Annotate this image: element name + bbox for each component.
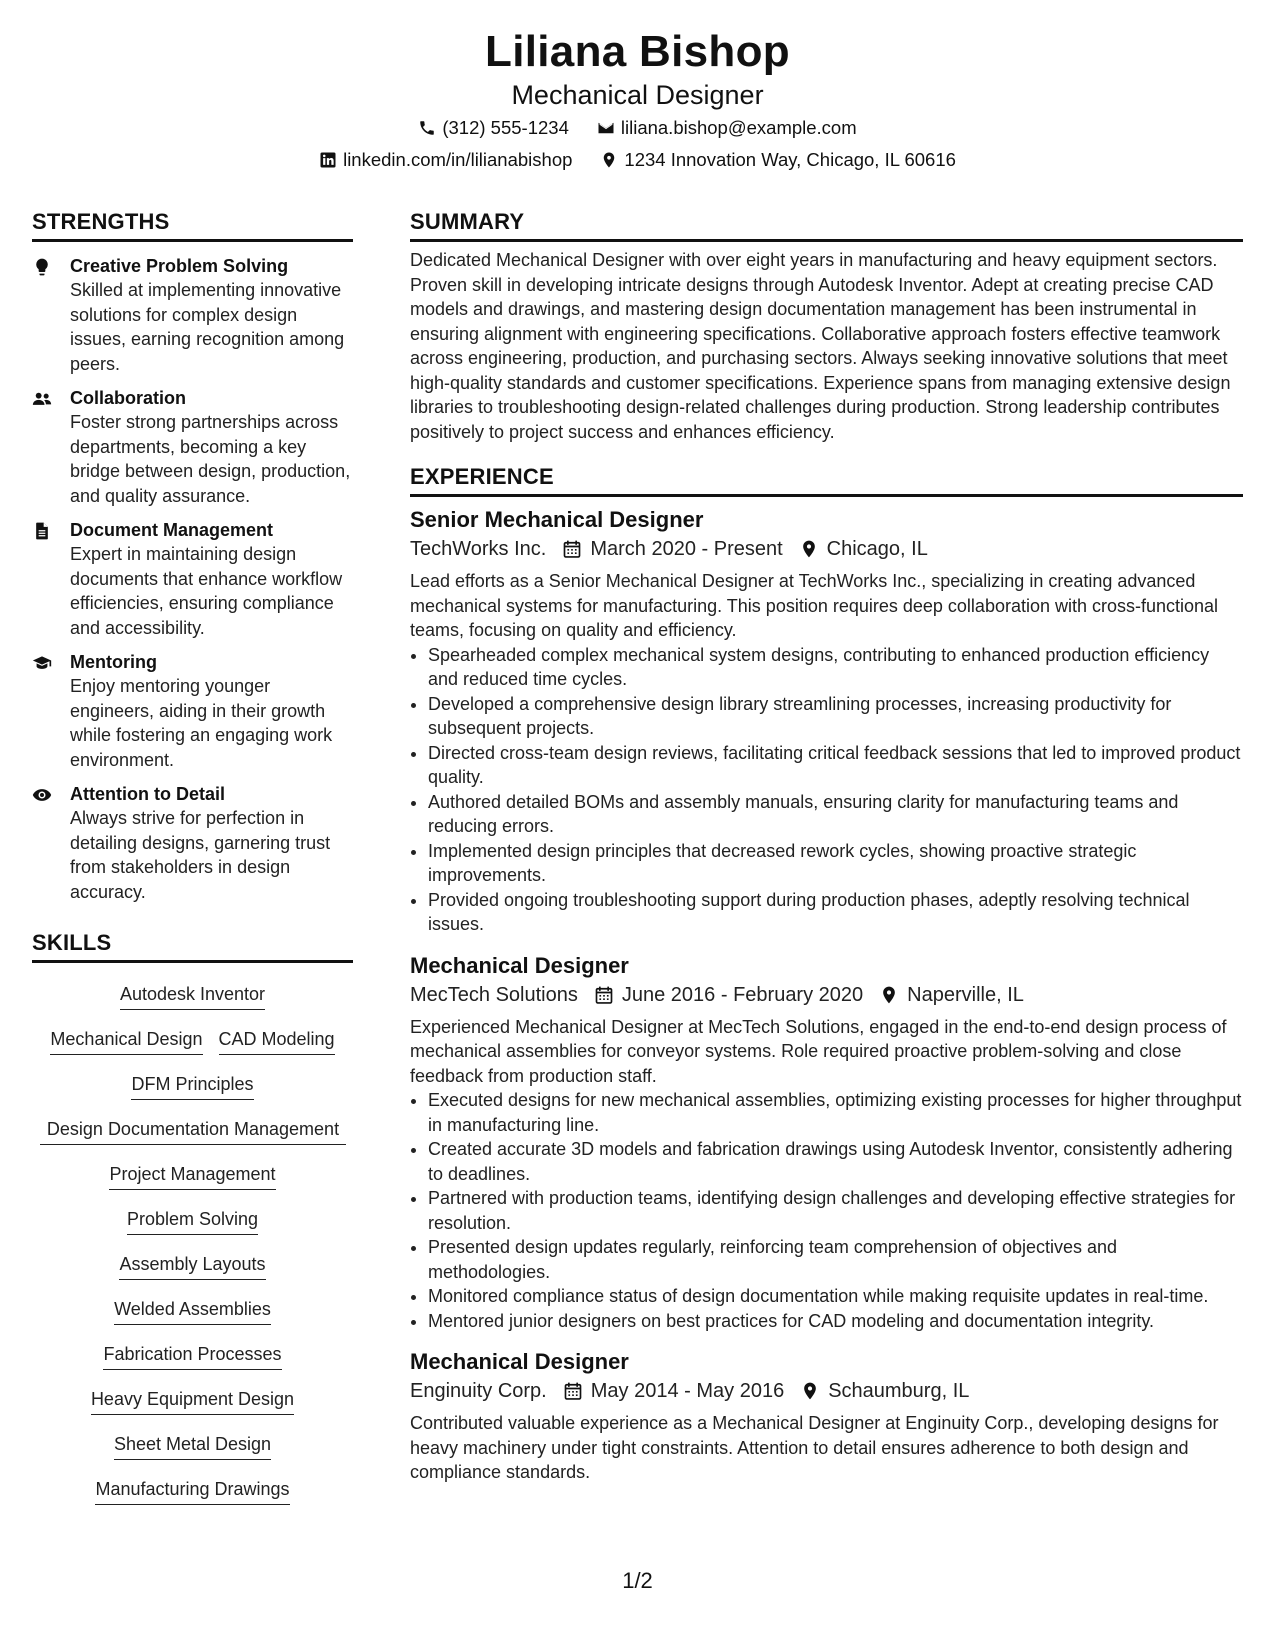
job-description: Experienced Mechanical Designer at MecTech Solutions, engaged in the end-to-end design process of mechanical assemblies for conveyor systems. Role required proactive problem-solving and close feedback from production staff. [410, 1016, 1227, 1086]
map-pin-icon [800, 1381, 820, 1401]
job-description: Lead efforts as a Senior Mechanical Designer at TechWorks Inc., specializing in creating advanced mechanical systems for manufacturing. This position requires deep collaboration with cross-functional teams, focusing on quality and efficiency. [410, 571, 1219, 640]
job-bullet: • Created accurate 3D models and fabrication drawings using Autodesk Inventor, consistently adhering to deadlines. [428, 1137, 1243, 1186]
job-meta [410, 535, 1243, 563]
strength-item [32, 254, 353, 376]
job-bullet: • Developed a comprehensive design library streamlining processes, increasing productivity for subsequent projects. [428, 692, 1243, 741]
calendar-icon [594, 985, 614, 1005]
skill-tag: Manufacturing Drawings [95, 1473, 289, 1505]
job-entry [410, 1347, 1243, 1485]
strength-text: Skilled at implementing innovative solutions for complex design issues, earning recognition among peers. [70, 280, 345, 374]
phone-contact [418, 112, 569, 144]
job-bullet: • Implemented design principles that decreased rework cycles, showing proactive strategic improvements. [428, 839, 1243, 888]
job-company: TechWorks Inc. [410, 538, 547, 560]
job-title: Senior Mechanical Designer [410, 507, 704, 532]
skill-tag: CAD Modeling [219, 1023, 335, 1055]
skills-list [32, 971, 353, 1511]
job-bullet: • Executed designs for new mechanical assemblies, optimizing existing processes for higher throughput in manufacturing line. [428, 1088, 1243, 1137]
page-number: 1/2 [622, 1568, 653, 1593]
job-bullet: • Directed cross-team design reviews, facilitating critical feedback sessions that led to improved product quality. [428, 741, 1243, 790]
skill-tag: Design Documentation Management [40, 1113, 346, 1145]
skill-tag: Sheet Metal Design [114, 1428, 271, 1460]
graduation-cap-icon [32, 653, 52, 673]
job-bullet: • Spearheaded complex mechanical system designs, contributing to enhanced production efficiency and reduced time cycles. [428, 643, 1243, 692]
candidate-name: Liliana Bishop [485, 27, 790, 76]
resume-header [0, 0, 1275, 176]
job-bullets [410, 643, 1243, 937]
strength-item [32, 518, 353, 640]
job-bullet: • Provided ongoing troubleshooting support during production phases, adeptly resolving technical issues. [428, 888, 1243, 937]
skill-tag: Autodesk Inventor [120, 978, 265, 1010]
job-dates: March 2020 - Present [590, 538, 783, 560]
strength-text: Expert in maintaining design documents that enhance workflow efficiencies, ensuring compliance and accessibility. [70, 544, 343, 638]
linkedin-text[interactable]: linkedin.com/in/lilianabishop [343, 149, 573, 170]
linkedin-contact[interactable] [319, 144, 572, 176]
lightbulb-icon [32, 257, 52, 277]
skill-tag: Project Management [109, 1158, 275, 1190]
strength-title: Collaboration [70, 388, 186, 408]
strength-title: Creative Problem Solving [70, 256, 289, 276]
skill-tag: DFM Principles [131, 1068, 253, 1100]
skills-heading: SKILLS [32, 926, 353, 963]
address-contact [600, 144, 956, 176]
job-entry [410, 505, 1243, 937]
job-bullet: • Mentored junior designers on best practices for CAD modeling and documentation integrity. [428, 1309, 1243, 1334]
contact-info [0, 112, 1275, 176]
left-column [32, 205, 353, 1511]
strength-title: Attention to Detail [70, 784, 225, 804]
linkedin-icon [319, 151, 337, 169]
map-pin-icon [600, 151, 618, 169]
map-pin-icon [879, 985, 899, 1005]
job-company: Enginuity Corp. [410, 1380, 547, 1402]
job-bullet: • Monitored compliance status of design documentation while making requisite updates in real-time. [428, 1284, 1243, 1309]
strength-text: Always strive for perfection in detailing designs, garnering trust from stakeholders in design accuracy. [70, 808, 331, 902]
job-meta [410, 1377, 1243, 1405]
strength-text: Enjoy mentoring younger engineers, aiding in their growth while fostering an engaging work environment. [70, 676, 333, 770]
job-entry [410, 951, 1243, 1334]
job-dates: May 2014 - May 2016 [590, 1380, 785, 1402]
phone-text: (312) 555-1234 [442, 117, 569, 138]
address-text: 1234 Innovation Way, Chicago, IL 60616 [624, 149, 956, 170]
experience-heading: EXPERIENCE [410, 460, 1243, 497]
users-icon [32, 389, 52, 409]
job-bullet: • Presented design updates regularly, reinforcing team comprehension of objectives and methodologies. [428, 1235, 1243, 1284]
job-title: Mechanical Designer [410, 952, 629, 978]
job-bullets [410, 1088, 1243, 1333]
skill-tag: Heavy Equipment Design [91, 1383, 294, 1415]
job-dates: June 2016 - February 2020 [621, 983, 864, 1006]
email-text[interactable]: liliana.bishop@example.com [620, 117, 857, 138]
job-meta [410, 981, 1243, 1009]
envelope-icon [597, 119, 615, 137]
job-location: Chicago, IL [826, 538, 928, 560]
job-location: Schaumburg, IL [828, 1380, 970, 1402]
summary-heading: SUMMARY [410, 205, 1243, 242]
skill-tag: Mechanical Design [50, 1023, 202, 1055]
eye-icon [32, 785, 52, 805]
phone-icon [418, 119, 436, 137]
summary-text: Dedicated Mechanical Designer with over eight years in manufacturing and heavy equipment sectors. Proven skill in developing intricate designs through Autodesk Inventor. Adept at creating precise CAD models and drawings, and mastering design documentation management has been instrumental in ensuring alignment with engineering specifications. Collaborative approach fosters effective teamwork across engineering, production, and purchasing sectors. Always seeking innovative solutions that meet high-quality standards and customer specifications. Experience spans from managing extensive design libraries to troubleshooting design-related challenges during production. Strong leadership contributes positively to project success and enhances efficiency. [410, 250, 1231, 442]
strength-text: Foster strong partnerships across departments, becoming a key bridge between design, production, and quality assurance. [70, 412, 351, 506]
job-company: MecTech Solutions [410, 983, 578, 1006]
strength-title: Mentoring [70, 652, 157, 672]
strength-item [32, 386, 353, 508]
right-column [410, 205, 1243, 1485]
skill-tag: Problem Solving [127, 1203, 258, 1235]
candidate-role: Mechanical Designer [511, 80, 764, 110]
document-icon [32, 521, 52, 541]
map-pin-icon [799, 539, 819, 559]
calendar-icon [563, 1381, 583, 1401]
job-location: Naperville, IL [907, 983, 1024, 1006]
strength-item [32, 782, 353, 904]
skill-tag: Assembly Layouts [119, 1248, 265, 1280]
skill-tag: Fabrication Processes [103, 1338, 281, 1370]
job-title: Mechanical Designer [410, 1349, 629, 1374]
job-bullet: • Authored detailed BOMs and assembly manuals, ensuring clarity for manufacturing teams and reducing errors. [428, 790, 1243, 839]
skill-tag: Welded Assemblies [114, 1293, 271, 1325]
job-bullet: • Partnered with production teams, identifying design challenges and developing effective strategies for resolution. [428, 1186, 1243, 1235]
email-contact[interactable] [597, 112, 857, 144]
calendar-icon [562, 539, 582, 559]
job-description: Contributed valuable experience as a Mechanical Designer at Enginuity Corp., developing designs for heavy machinery under tight constraints. Attention to detail ensures adherence to both design and compliance standards. [410, 1413, 1219, 1482]
strength-title: Document Management [70, 520, 274, 540]
strengths-heading: STRENGTHS [32, 205, 353, 242]
strength-item [32, 650, 353, 772]
